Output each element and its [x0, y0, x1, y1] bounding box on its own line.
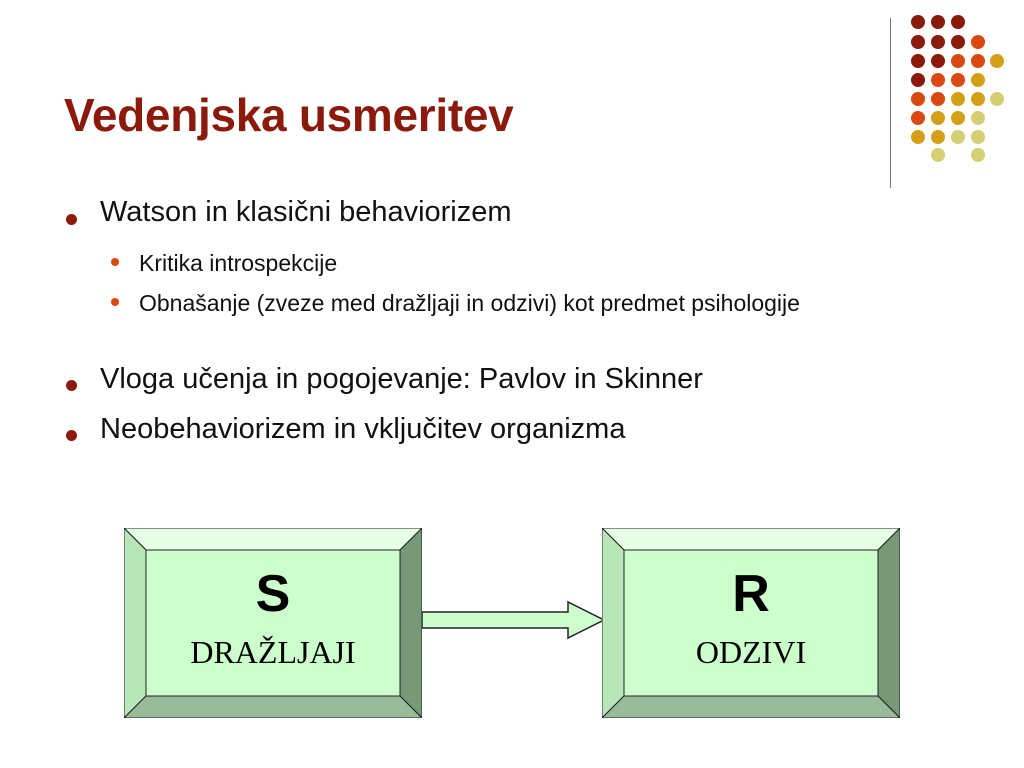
decorative-dot: [951, 130, 965, 144]
decorative-dot: [990, 92, 1004, 106]
decorative-dot: [911, 35, 925, 49]
decorative-dot: [951, 111, 965, 125]
response-box: [602, 528, 900, 718]
stimulus-label: DRAŽLJAJI: [190, 634, 356, 670]
bullet-dot-icon: [66, 430, 77, 441]
decorative-dot: [931, 92, 945, 106]
decorative-dot: [971, 130, 985, 144]
response-label: ODZIVI: [695, 634, 807, 670]
decorative-dot: [971, 73, 985, 87]
decorative-dot: [931, 148, 945, 162]
bullet-item: Neobehaviorizem in vključitev organizma: [100, 413, 626, 445]
decorative-dot: [931, 35, 945, 49]
response-letter: R: [732, 565, 770, 623]
decorative-dot: [971, 35, 985, 49]
sub-bullet-item: Obnašanje (zveze med dražljaji in odzivi) kot predmet psihologije: [139, 290, 800, 316]
stimulus-letter: S: [255, 565, 291, 623]
decorative-dot: [931, 73, 945, 87]
stimulus-box: [124, 528, 422, 718]
decorative-dot: [911, 54, 925, 68]
sub-bullet-item: Kritika introspekcije: [139, 250, 338, 276]
decorative-dot: [911, 111, 925, 125]
decorative-dot: [971, 92, 985, 106]
decorative-dot: [911, 73, 925, 87]
bullet-dot-icon: [66, 214, 77, 225]
bullet-item: Watson in klasični behaviorizem: [100, 196, 512, 228]
decorative-dot: [971, 111, 985, 125]
bullet-dot-icon: [66, 380, 77, 391]
sub-bullet-dot-icon: [111, 298, 119, 306]
decorative-dot: [931, 111, 945, 125]
bullet-item: Vloga učenja in pogojevanje: Pavlov in Skinner: [100, 363, 703, 395]
decorative-dot: [911, 130, 925, 144]
decorative-dot: [911, 15, 925, 29]
sub-bullet-dot-icon: [111, 258, 119, 266]
decorative-dot: [951, 54, 965, 68]
decorative-dot: [911, 92, 925, 106]
slide-title: Vedenjska usmeritev: [64, 89, 514, 141]
decorative-dot: [931, 15, 945, 29]
decorative-dot: [971, 148, 985, 162]
decorative-dot: [931, 130, 945, 144]
decorative-dot: [951, 15, 965, 29]
decorative-dot: [990, 54, 1004, 68]
decorative-dot: [971, 54, 985, 68]
right-arrow-icon: [422, 600, 612, 644]
decorative-dot: [951, 73, 965, 87]
decorative-dot: [951, 92, 965, 106]
decorative-dot: [931, 54, 945, 68]
decorative-dot: [951, 35, 965, 49]
